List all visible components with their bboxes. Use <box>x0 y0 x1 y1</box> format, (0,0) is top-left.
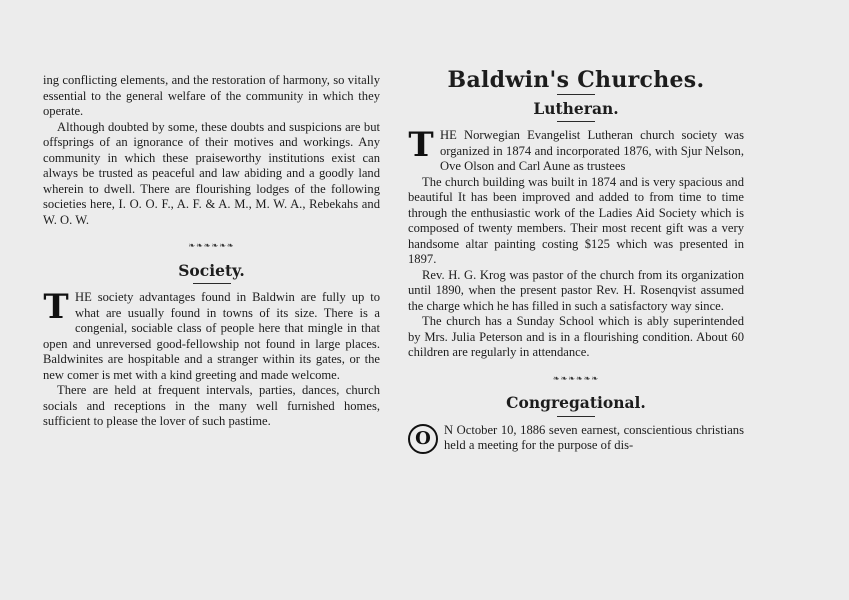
paragraph-continuation: ing conflicting elements, and the restoration of harmony, so vitally essential to the general welfare of the community in which they operate. <box>43 73 380 118</box>
right-page-column <box>408 67 744 454</box>
drop-cap: T <box>43 287 69 327</box>
title-rule <box>557 121 595 122</box>
paragraph-congregational-text: N October 10, 1886 seven earnest, conscientious christians held a meeting for the purpose of dis- <box>444 422 744 452</box>
left-page-column <box>43 73 380 430</box>
paragraph-congregational-intro <box>408 423 744 454</box>
title-rule <box>557 416 595 417</box>
page-title: Baldwin's Churches. <box>447 67 705 93</box>
paragraph-lutheran-building: The church building was built in 1874 and is very spacious and beautiful It has been improved and added to from time to time through the enthusiastic work of the Ladies Aid Society which is composed of twenty members. Their most recent gift was a very handsome altar painting costing $125 which was presented in 1897. <box>408 174 744 266</box>
paragraph-lodges: Although doubted by some, these doubts and suspicions are but offsprings of an ignorance of their motives and workings. Any community in which these praiseworthy institutions exist can always be trusted as peaceful and law abiding and a goodly land wherein to dwell. There are flourishing lodges of the following societies here, I. O. O. F., A. F. & A. M., M. W. A., Rebekahs and W. O. W. <box>43 119 380 227</box>
title-rule <box>557 94 595 95</box>
title-rule <box>193 283 231 284</box>
paragraph-lutheran-pastors: Rev. H. G. Krog was pastor of the church from its organization until 1890, when the present pastor Rev. H. Rosenqvist assumed the charge which he has filled in such a satisfactory way since. <box>408 267 744 313</box>
paragraph-society-text: HE society advantages found in Baldwin are fully up to what are usually found in towns of its size. There is a congenial, sociable class of people here that mingle in that open and unreversed good-fellowship not found in large places. Baldwinites are hospitable and a stranger within its gates, or the new comer is met with a kind greeting and made welcome. <box>43 290 380 382</box>
paragraph-society-events: There are held at frequent intervals, parties, dances, church socials and receptions in the many well furnished homes, sufficient to please the lover of such pastime. <box>43 383 380 428</box>
paragraph-society-intro <box>43 287 380 383</box>
section-title-society: Society. <box>178 260 245 280</box>
section-title-congregational: Congregational. <box>506 393 646 412</box>
paragraph-lutheran-text: HE Norwegian Evangelist Lutheran church society was organized in 1874 and incorporated 1876, with Sjur Nelson, Ove Olson and Carl Aune as trustees <box>440 128 744 173</box>
drop-cap: T <box>408 125 434 165</box>
ornament-divider: ❧❧❧❧❧❧ <box>188 241 235 250</box>
paragraph-lutheran-intro <box>408 125 744 175</box>
drop-cap: O <box>408 424 438 454</box>
section-title-lutheran: Lutheran. <box>533 98 619 118</box>
ornament-divider: ❧❧❧❧❧❧ <box>552 373 600 383</box>
paragraph-lutheran-sunday-school: The church has a Sunday School which is ably superintended by Mrs. Julia Peterson and is in a flourishing condition. About 60 children are regularly in attendance. <box>408 314 744 359</box>
